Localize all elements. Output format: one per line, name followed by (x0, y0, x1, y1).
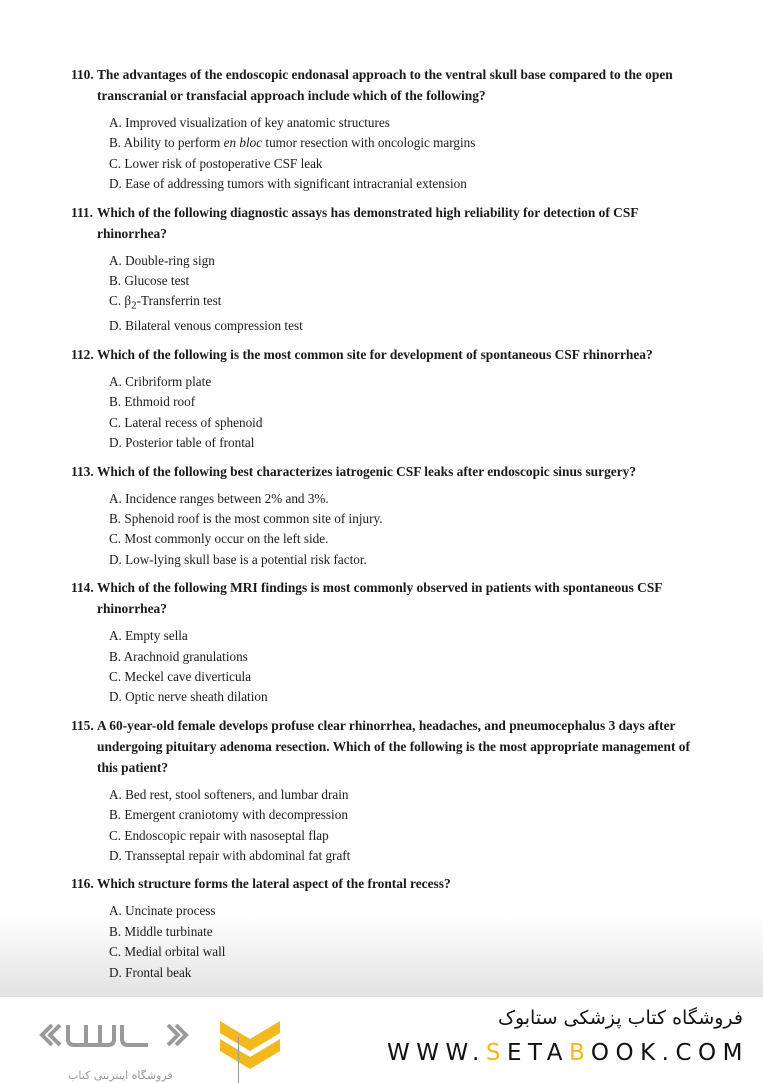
question-110 (0, 64, 763, 195)
question-111 (0, 202, 763, 337)
option-text: tumor resection with oncologic margins (262, 135, 476, 151)
answer-option (109, 133, 763, 153)
url-part-highlight: S (485, 1040, 507, 1066)
answer-option: B. Emergent craniotomy with decompression (109, 807, 348, 823)
question-114 (0, 577, 763, 708)
option-italic-text: en bloc (223, 135, 263, 151)
answer-option: A. Incidence ranges between 2% and 3%. (109, 490, 329, 506)
answer-option: D. Bilateral venous compression test (109, 318, 303, 334)
question-text: A 60-year-old female develops profuse clear rhinorrhea, headaches, and pneumocephalus 3 days after undergoing pituitary adenoma resection. Which of the following is the most appropriate management of this patient? (97, 717, 690, 775)
answer-option: C. Meckel cave diverticula (109, 668, 252, 684)
answer-options (109, 901, 763, 983)
logo-divider (238, 1037, 239, 1083)
answer-option: D. Transseptal repair with abdominal fat graft (109, 847, 351, 863)
answer-option: C. Lateral recess of sphenoid (109, 414, 263, 430)
answer-option: D. Ease of addressing tumors with significant intracranial extension (109, 176, 467, 192)
question-text: Which of the following best characterizes iatrogenic CSF leaks after endoscopic sinus surgery? (97, 463, 637, 479)
answer-option: B. Glucose test (109, 273, 190, 289)
answer-option: C. Medial orbital wall (109, 944, 226, 960)
url-part: OOK.COM (590, 1040, 749, 1066)
url-part-highlight: B (569, 1040, 591, 1066)
question-text: Which of the following diagnostic assays has demonstrated high reliability for detection of CSF rhinorrhea? (97, 204, 638, 241)
question-number: 114. (71, 580, 94, 596)
answer-option: D. Optic nerve sheath dilation (109, 689, 268, 705)
answer-options (109, 113, 763, 195)
answer-option: A. Double-ring sign (109, 252, 215, 268)
question-text: The advantages of the endoscopic endonasal approach to the ventral skull base compared to the open transcranial or transfacial approach include which of the following? (97, 67, 673, 103)
question-text: Which of the following is the most common site for development of spontaneous CSF rhinorrhea? (97, 346, 653, 362)
setabook-logo (30, 1011, 300, 1082)
answer-option: D. Posterior table of frontal (109, 435, 255, 451)
url-part: WWW. (386, 1040, 486, 1066)
question-113 (0, 461, 763, 571)
question-115 (0, 715, 763, 867)
url-part: ETA (506, 1040, 570, 1066)
answer-option: A. Bed rest, stool softeners, and lumbar drain (109, 786, 349, 802)
answer-option: D. Frontal beak (109, 964, 192, 980)
answer-option: A. Empty sella (109, 628, 188, 644)
logo-subtitle: فروشگاه اینترنتی کتاب (68, 1069, 173, 1082)
answer-options (109, 251, 763, 337)
answer-options (109, 626, 763, 708)
answer-options (109, 489, 763, 571)
option-subscript: 2 (131, 300, 137, 313)
option-text: B. Ability to perform (109, 135, 224, 151)
answer-option: D. Low-lying skull base is a potential risk factor. (109, 551, 367, 567)
option-text: -Transferrin test (136, 293, 222, 309)
question-116 (0, 873, 763, 983)
question-number: 111. (71, 204, 93, 220)
answer-option: B. Ethmoid roof (109, 394, 196, 410)
question-text: Which structure forms the lateral aspect of the frontal recess? (97, 876, 451, 892)
answer-option: C. Lower risk of postoperative CSF leak (109, 155, 323, 171)
question-number: 116. (71, 876, 94, 892)
store-name: فروشگاه کتاب پزشکی ستابوک (497, 1007, 743, 1029)
question-number: 113. (71, 463, 94, 479)
answer-options (109, 372, 763, 454)
answer-option: B. Sphenoid roof is the most common site of injury. (109, 510, 383, 526)
question-number: 110. (71, 67, 94, 82)
footer-banner (0, 997, 763, 1080)
website-url[interactable] (387, 1040, 749, 1066)
answer-option: A. Uncinate process (109, 903, 216, 919)
answer-option: A. Improved visualization of key anatomic structures (109, 115, 390, 130)
answer-options (109, 785, 763, 867)
answer-option (109, 291, 763, 316)
question-list (0, 64, 763, 990)
answer-option: B. Arachnoid granulations (109, 648, 248, 664)
answer-option: C. Most commonly occur on the left side. (109, 531, 329, 547)
question-text: Which of the following MRI findings is most commonly observed in patients with spontaneous CSF rhinorrhea? (97, 580, 662, 617)
answer-option: B. Middle turbinate (109, 923, 213, 939)
question-number: 112. (71, 346, 94, 362)
option-text: C. β (109, 293, 132, 309)
question-number: 115. (71, 717, 94, 733)
answer-option: C. Endoscopic repair with nasoseptal flap (109, 827, 329, 843)
answer-option: A. Cribriform plate (109, 373, 212, 389)
logo-graphic (30, 1011, 300, 1073)
question-112 (0, 344, 763, 454)
